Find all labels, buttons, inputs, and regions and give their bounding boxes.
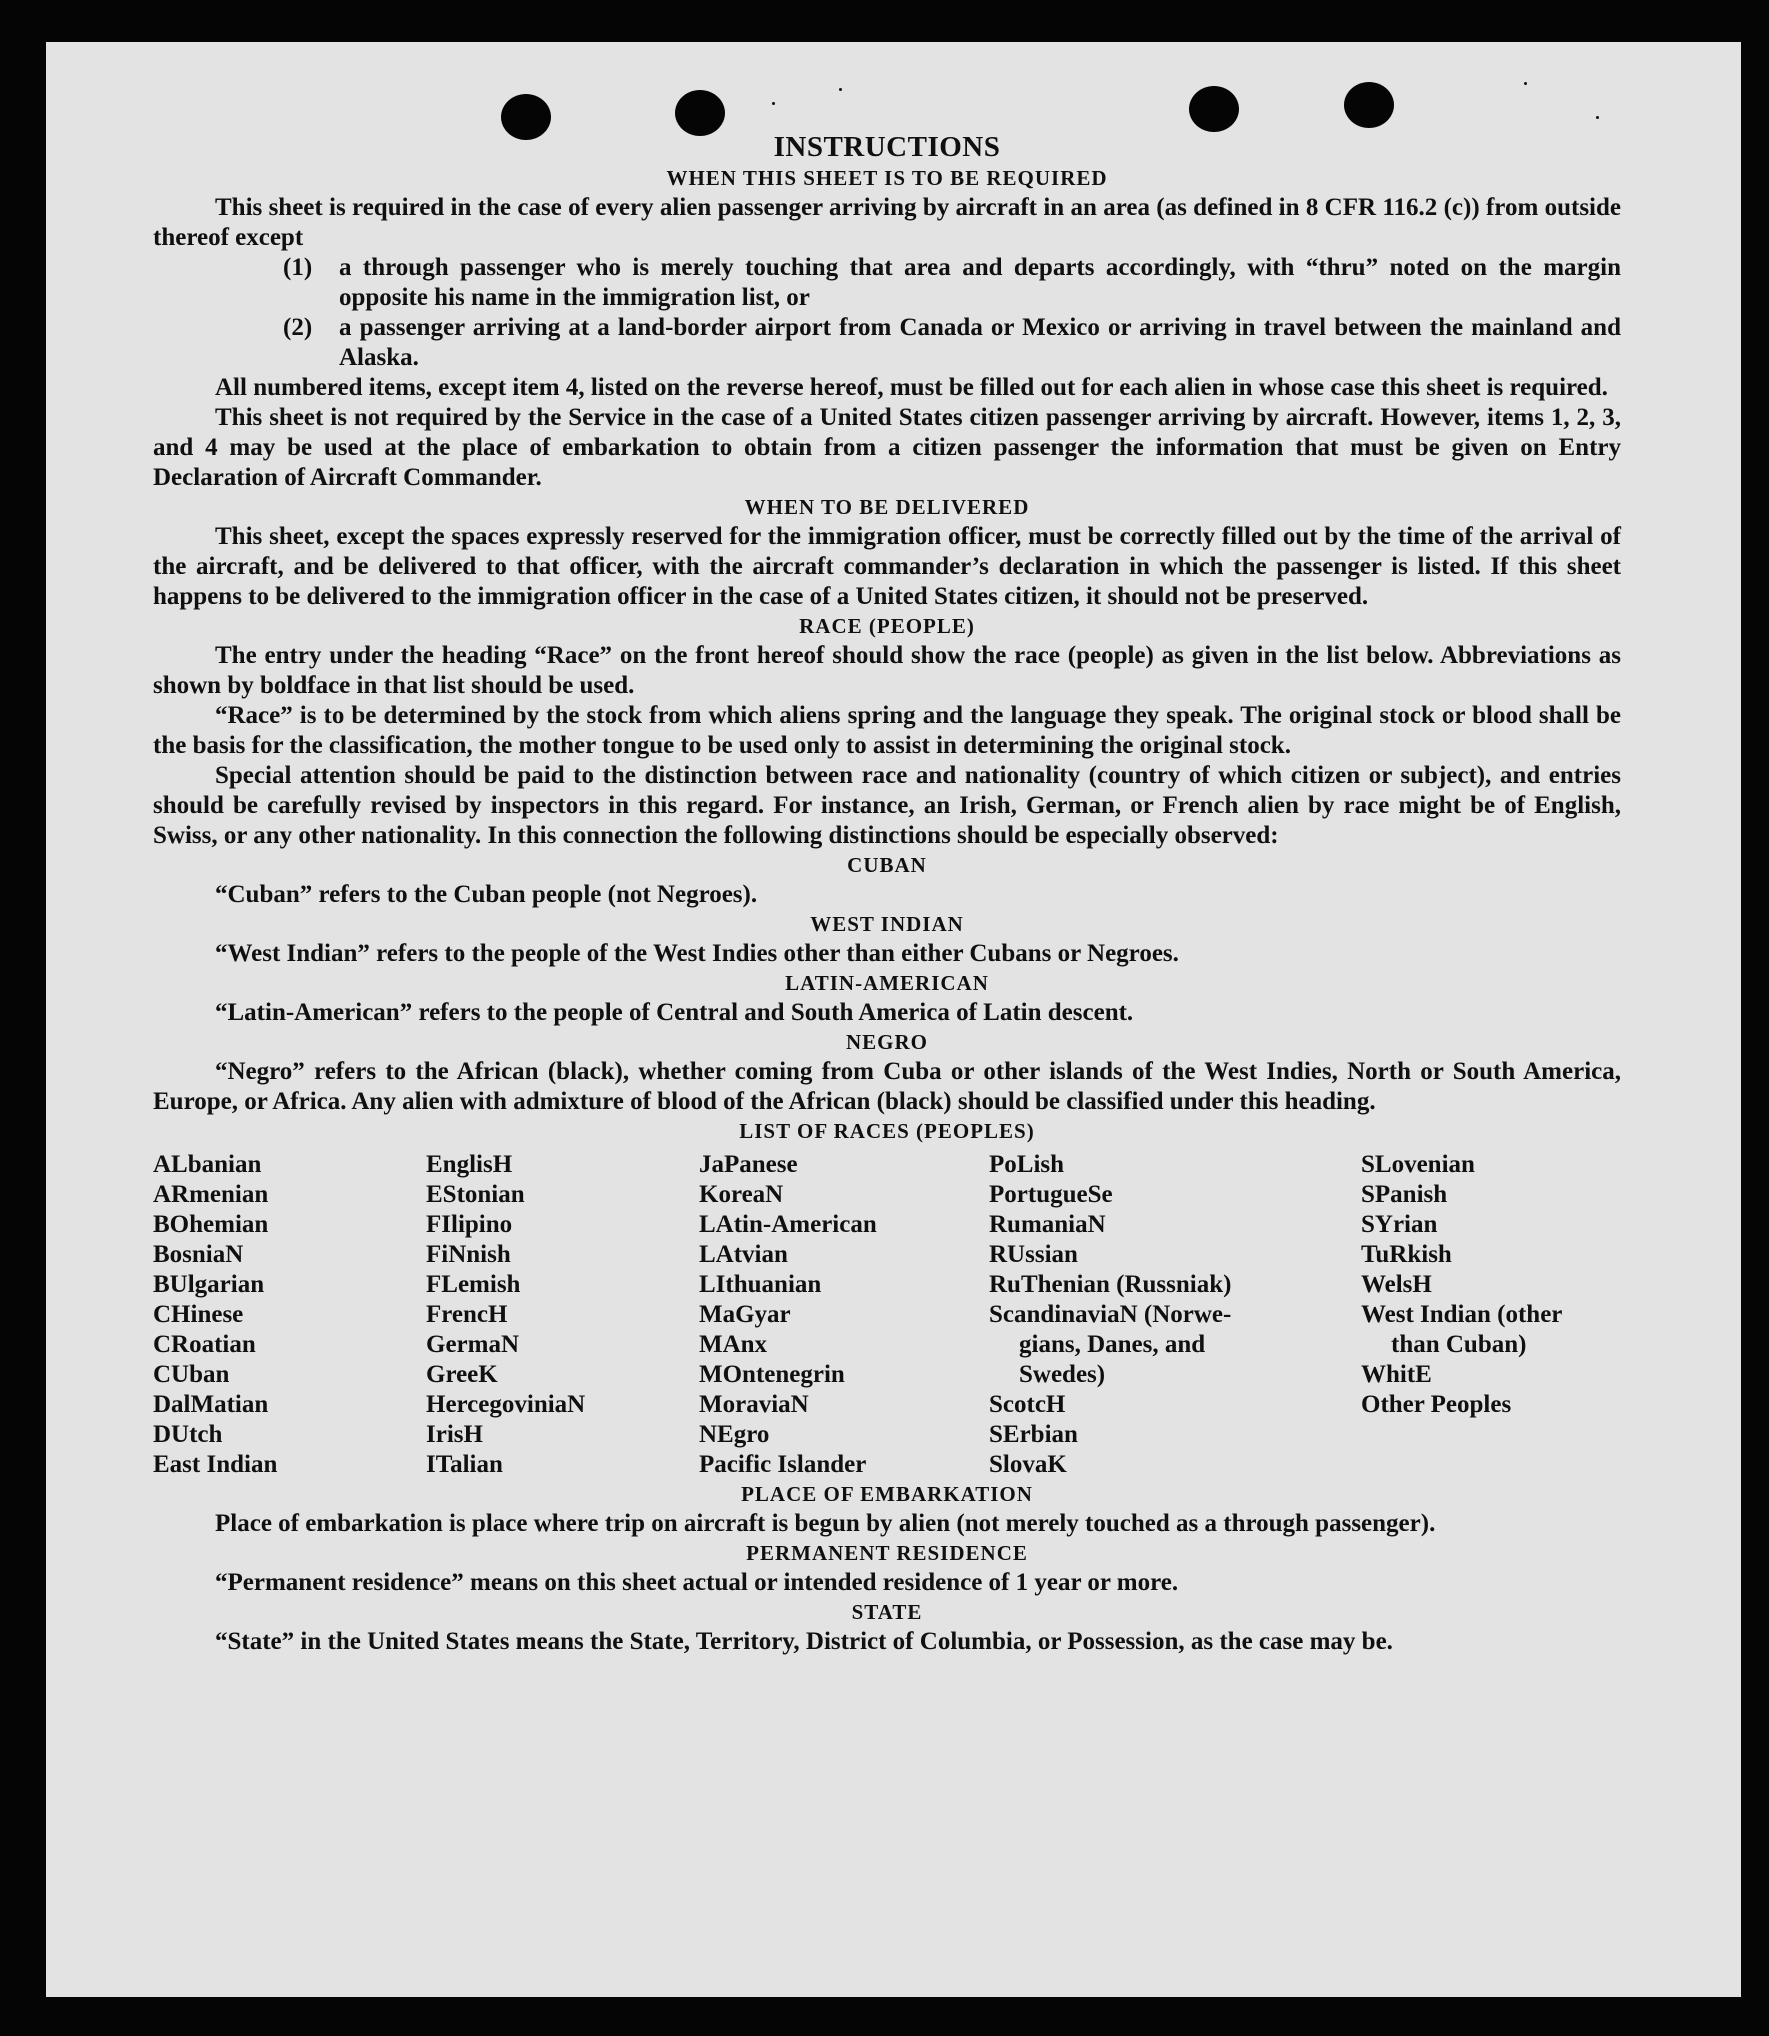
speck — [1524, 82, 1527, 85]
race-entry: FrencH — [426, 1301, 508, 1328]
race-entry: CUban — [153, 1361, 230, 1388]
exception-item — [283, 253, 1621, 313]
races-column — [1361, 1150, 1611, 1480]
race-entry: FLemish — [426, 1271, 521, 1298]
race-entry: TuRkish — [1361, 1241, 1452, 1268]
race-entry: SLovenian — [1361, 1151, 1475, 1178]
race-entry: than Cuban) — [1391, 1331, 1527, 1358]
race-entry: ITalian — [426, 1451, 503, 1478]
race-entry: PortugueSe — [989, 1181, 1113, 1208]
race-entry: RUssian — [989, 1241, 1078, 1268]
state-paragraph: “State” in the United States means the State, Territory, District of Columbia, or Possession, as the case may be. — [215, 1628, 1393, 1655]
race-entry: SPanish — [1361, 1181, 1448, 1208]
race-entry: BUlgarian — [153, 1271, 265, 1298]
race-entry: GermaN — [426, 1331, 520, 1358]
race-entry: PoLish — [989, 1151, 1065, 1178]
race-entry: ScotcH — [989, 1391, 1066, 1418]
heading-west-indian: WEST INDIAN — [810, 912, 964, 936]
negro-paragraph: “Negro” refers to the African (black), whether coming from Cuba or other islands of the West Indies, North or South America, Europe, or Africa. Any alien with admixture of blood of the African (black) should be classified under this heading. — [153, 1058, 1621, 1115]
heading-race: RACE (PEOPLE) — [799, 614, 975, 638]
race-entry: Pacific Islander — [699, 1451, 867, 1478]
race-entry: MAnx — [699, 1331, 768, 1358]
races-column — [153, 1150, 426, 1480]
page-title: INSTRUCTIONS — [773, 131, 1001, 163]
heading-negro: NEGRO — [845, 1030, 928, 1054]
heading-permanent-residence: PERMANENT RESIDENCE — [746, 1541, 1028, 1565]
races-column — [426, 1150, 699, 1480]
exception-item — [283, 313, 1621, 373]
instructions-content — [153, 130, 1621, 1657]
race-entry: EStonian — [426, 1181, 525, 1208]
race-entry: West Indian (other — [1361, 1301, 1563, 1328]
race-entry: gians, Danes, and — [1019, 1331, 1206, 1358]
race-entry: LIthuanian — [699, 1271, 822, 1298]
west-indian-paragraph: “West Indian” refers to the people of the West Indies other than either Cubans or Negroes. — [215, 940, 1179, 967]
exception-number: (2) — [283, 314, 313, 341]
race-entry: ALbanian — [153, 1151, 262, 1178]
cuban-paragraph: “Cuban” refers to the Cuban people (not Negroes). — [215, 881, 758, 908]
race-entry: DUtch — [153, 1421, 223, 1448]
race-entry: Other Peoples — [1361, 1391, 1512, 1418]
race-entry: KoreaN — [699, 1181, 784, 1208]
exception-number: (1) — [283, 254, 313, 281]
races-list — [153, 1150, 1621, 1480]
exception-text: a through passenger who is merely touching that area and departs accordingly, with “thru” noted on the margin opposite his name in the immigration list, or — [339, 254, 1621, 311]
race-entry: NEgro — [699, 1421, 770, 1448]
race-entry: HercegoviniaN — [426, 1391, 586, 1418]
race-entry: CRoatian — [153, 1331, 256, 1358]
punch-hole — [1344, 82, 1394, 128]
race-paragraph-3: Special attention should be paid to the distinction between race and nationality (country of which citizen or subject), and entries should be carefully revised by inspectors in this regard. For instance, an Irish, German, or French alien by race might be of English, Swiss, or any other nationality. In this connection the following distinctions should be especially observed: — [153, 762, 1621, 849]
speck — [839, 88, 842, 91]
numbered-items-paragraph: All numbered items, except item 4, listed on the reverse hereof, must be filled out for each alien in whose case this sheet is required. — [215, 374, 1608, 401]
speck — [772, 102, 775, 105]
race-entry: MOntenegrin — [699, 1361, 845, 1388]
race-entry: LAtvian — [699, 1241, 788, 1268]
race-entry: ARmenian — [153, 1181, 269, 1208]
heading-cuban: CUBAN — [847, 853, 927, 877]
exception-text: a passenger arriving at a land-border airport from Canada or Mexico or arriving in travel between the mainland and Alaska. — [339, 314, 1621, 371]
speck — [1596, 116, 1599, 119]
race-paragraph-2: “Race” is to be determined by the stock from which aliens spring and the language they speak. The original stock or blood shall be the basis for the classification, the mother tongue to be used only to assist in determining the original stock. — [153, 702, 1621, 759]
race-entry: Swedes) — [1019, 1361, 1106, 1388]
race-entry: SlovaK — [989, 1451, 1067, 1478]
race-entry: WelsH — [1361, 1271, 1432, 1298]
race-entry: RumaniaN — [989, 1211, 1106, 1238]
delivered-paragraph: This sheet, except the spaces expressly reserved for the immigration officer, must be correctly filled out by the time of the arrival of the aircraft, and be delivered to that officer, with the aircraft commander’s declaration in which the passenger is listed. If this sheet happens to be delivered to the immigration officer in the case of a United States citizen, it should not be preserved. — [153, 523, 1621, 610]
document-sheet — [46, 42, 1741, 1997]
race-entry: CHinese — [153, 1301, 244, 1328]
race-entry: BosniaN — [153, 1241, 244, 1268]
residence-paragraph: “Permanent residence” means on this sheet actual or intended residence of 1 year or more. — [215, 1569, 1179, 1596]
race-entry: GreeK — [426, 1361, 498, 1388]
latin-american-paragraph: “Latin-American” refers to the people of Central and South America of Latin descent. — [215, 999, 1134, 1026]
race-entry: WhitE — [1361, 1361, 1432, 1388]
race-entry: DalMatian — [153, 1391, 269, 1418]
race-entry: MaGyar — [699, 1301, 791, 1328]
punch-hole — [1189, 86, 1239, 132]
heading-latin-american: LATIN-AMERICAN — [785, 971, 989, 995]
heading-list-of-races: LIST OF RACES (PEOPLES) — [739, 1119, 1035, 1143]
race-entry: ScandinaviaN (Norwe- — [989, 1301, 1232, 1328]
race-entry: MoraviaN — [699, 1391, 809, 1418]
race-entry: FIlipino — [426, 1211, 513, 1238]
race-entry: LAtin-American — [699, 1211, 877, 1238]
race-entry: East Indian — [153, 1451, 278, 1478]
races-column — [699, 1150, 989, 1480]
embarkation-paragraph: Place of embarkation is place where trip on aircraft is begun by alien (not merely touched as a through passenger). — [215, 1510, 1436, 1537]
required-intro: This sheet is required in the case of every alien passenger arriving by aircraft in an area (as defined in 8 CFR 116.2 (c)) from outside thereof except — [153, 194, 1621, 251]
race-entry: RuThenian (Russniak) — [989, 1271, 1232, 1298]
heading-state: STATE — [851, 1600, 923, 1624]
race-entry: FiNnish — [426, 1241, 511, 1268]
races-column — [989, 1150, 1361, 1480]
race-entry: IrisH — [426, 1421, 483, 1448]
race-entry: EnglisH — [426, 1151, 513, 1178]
race-entry: SYrian — [1361, 1211, 1438, 1238]
heading-when-required: WHEN THIS SHEET IS TO BE REQUIRED — [666, 166, 1108, 190]
race-paragraph-1: The entry under the heading “Race” on the front hereof should show the race (people) as given in the list below. Abbreviations as shown by boldface in that list should be used. — [153, 642, 1621, 699]
heading-place-of-embarkation: PLACE OF EMBARKATION — [741, 1482, 1033, 1506]
race-entry: SErbian — [989, 1421, 1078, 1448]
heading-when-delivered: WHEN TO BE DELIVERED — [744, 495, 1030, 519]
citizen-paragraph: This sheet is not required by the Service in the case of a United States citizen passenger arriving by aircraft. However, items 1, 2, 3, and 4 may be used at the place of embarkation to obtain from a citizen passenger the information that must be given on Entry Declaration of Aircraft Commander. — [153, 404, 1621, 491]
race-entry: BOhemian — [153, 1211, 269, 1238]
race-entry: JaPanese — [699, 1151, 798, 1178]
